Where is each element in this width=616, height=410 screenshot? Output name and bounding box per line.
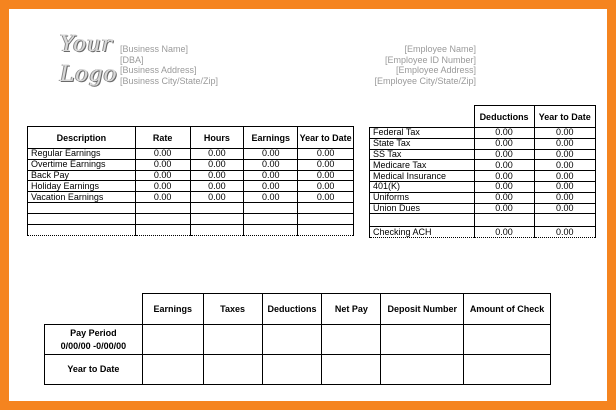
deduction-value-cell: 0.00 — [474, 181, 534, 192]
summary-header-row — [45, 294, 551, 325]
deductions-row — [370, 160, 596, 171]
earnings-col-hours: Hours — [190, 127, 244, 149]
deductions-row — [370, 214, 596, 227]
deduction-description-cell: Uniforms — [370, 192, 475, 203]
business-info — [120, 44, 218, 86]
earnings-value-cell: 0.00 — [244, 159, 298, 170]
ytd-label — [45, 355, 143, 385]
deduction-description-cell: Union Dues — [370, 203, 475, 214]
deductions-table — [369, 105, 596, 238]
earnings-blank-cell — [244, 213, 298, 224]
earnings-blank-row — [28, 202, 354, 213]
deduction-value-cell: 0.00 — [474, 203, 534, 214]
earnings-table — [27, 126, 354, 236]
deductions-row — [370, 149, 596, 160]
earnings-value-cell: 0.00 — [135, 181, 190, 192]
summary-cell — [262, 355, 322, 385]
deduction-value-cell: 0.00 — [534, 149, 596, 160]
earnings-value-cell: 0.00 — [135, 149, 190, 160]
earnings-blank-cell — [135, 224, 190, 235]
summary-cell — [322, 355, 381, 385]
business-city-state-zip: [Business City/State/Zip] — [120, 75, 219, 86]
earnings-blank-cell — [298, 213, 354, 224]
earnings-description-cell: Holiday Earnings — [28, 181, 136, 192]
deduction-description-cell: SS Tax — [370, 149, 475, 160]
earnings-blank-cell — [28, 224, 136, 235]
deduction-value-cell: 0.00 — [474, 192, 534, 203]
deduction-value-cell: 0.00 — [474, 128, 534, 139]
summary-cell — [203, 325, 262, 355]
earnings-row — [28, 192, 354, 203]
deductions-row — [370, 227, 596, 238]
earnings-value-cell: 0.00 — [135, 192, 190, 203]
earnings-col-description: Description — [28, 127, 136, 149]
earnings-blank-cell — [298, 224, 354, 235]
logo-line-2: Logo — [60, 62, 118, 87]
earnings-blank-cell — [244, 202, 298, 213]
summary-col-net-pay: Net Pay — [322, 294, 381, 325]
earnings-blank-cell — [190, 224, 244, 235]
earnings-blank-cell — [28, 213, 136, 224]
summary-cell — [322, 325, 381, 355]
earnings-row — [28, 170, 354, 181]
deduction-description-cell: State Tax — [370, 138, 475, 149]
deductions-row — [370, 128, 596, 139]
pay-period-dates: 0/00/00 -0/00/00 — [60, 340, 127, 351]
company-logo — [60, 30, 122, 90]
business-name: [Business Name] — [120, 44, 189, 54]
deduction-description-cell: Federal Tax — [370, 128, 475, 139]
earnings-value-cell: 0.00 — [190, 181, 244, 192]
summary-col-deposit-number: Deposit Number — [381, 294, 464, 325]
summary-col-taxes: Taxes — [203, 294, 262, 325]
summary-cell — [381, 355, 464, 385]
deductions-col-ytd: Year to Date — [534, 106, 596, 128]
deduction-value-cell: 0.00 — [534, 227, 596, 238]
deduction-value-cell: 0.00 — [474, 160, 534, 171]
earnings-row — [28, 149, 354, 160]
deduction-value-cell: 0.00 — [534, 203, 596, 214]
deduction-description-cell — [370, 214, 475, 227]
summary-cell — [203, 355, 262, 385]
earnings-row — [28, 159, 354, 170]
deduction-description-cell: 401(K) — [370, 181, 475, 192]
deduction-value-cell: 0.00 — [534, 181, 596, 192]
earnings-col-rate: Rate — [135, 127, 190, 149]
deduction-description-cell: Checking ACH — [370, 227, 475, 238]
earnings-blank-cell — [244, 224, 298, 235]
deduction-value-cell: 0.00 — [534, 160, 596, 171]
deductions-row — [370, 203, 596, 214]
business-address: [Business Address] — [120, 65, 197, 75]
summary-cell — [381, 325, 464, 355]
deduction-value-cell: 0.00 — [474, 171, 534, 182]
employee-address: [Employee Address] — [395, 65, 476, 75]
employee-name: [Employee Name] — [404, 44, 476, 54]
earnings-value-cell: 0.00 — [298, 149, 354, 160]
pay-period-label — [45, 325, 143, 355]
deduction-value-cell: 0.00 — [534, 128, 596, 139]
deduction-value-cell: 0.00 — [474, 138, 534, 149]
earnings-value-cell: 0.00 — [298, 170, 354, 181]
summary-cell — [262, 325, 322, 355]
employee-id: [Employee ID Number] — [384, 54, 476, 65]
pay-period-title: Pay Period — [70, 327, 117, 338]
deductions-row — [370, 181, 596, 192]
summary-cell — [142, 355, 203, 385]
earnings-blank-cell — [28, 202, 136, 213]
earnings-col-earnings: Earnings — [244, 127, 298, 149]
deduction-description-cell: Medicare Tax — [370, 160, 475, 171]
deduction-value-cell: 0.00 — [534, 192, 596, 203]
earnings-value-cell: 0.00 — [244, 149, 298, 160]
logo-line-1: Your — [60, 32, 113, 57]
earnings-value-cell: 0.00 — [298, 181, 354, 192]
deduction-value-cell — [474, 214, 534, 227]
summary-cell — [142, 325, 203, 355]
deduction-value-cell: 0.00 — [474, 149, 534, 160]
earnings-col-ytd: Year to Date — [298, 127, 354, 149]
deductions-row — [370, 192, 596, 203]
deduction-value-cell: 0.00 — [534, 138, 596, 149]
earnings-value-cell: 0.00 — [190, 149, 244, 160]
earnings-value-cell: 0.00 — [298, 159, 354, 170]
earnings-blank-cell — [135, 202, 190, 213]
earnings-description-cell: Back Pay — [28, 170, 136, 181]
earnings-value-cell: 0.00 — [190, 159, 244, 170]
summary-cell — [464, 325, 551, 355]
earnings-description-cell: Vacation Earnings — [28, 192, 136, 203]
earnings-blank-cell — [190, 202, 244, 213]
earnings-blank-cell — [135, 213, 190, 224]
employee-info — [374, 44, 476, 86]
summary-col-amount-of-check: Amount of Check — [464, 294, 551, 325]
deduction-value-cell: 0.00 — [474, 227, 534, 238]
earnings-description-cell: Regular Earnings — [28, 149, 136, 160]
summary-cell — [464, 355, 551, 385]
summary-row-ytd — [45, 355, 551, 385]
earnings-value-cell: 0.00 — [190, 192, 244, 203]
earnings-blank-cell — [190, 213, 244, 224]
earnings-blank-cell — [298, 202, 354, 213]
earnings-value-cell: 0.00 — [244, 192, 298, 203]
summary-col-blank — [45, 294, 143, 325]
business-dba: [DBA] — [120, 54, 144, 65]
pay-summary-table — [44, 293, 551, 385]
deductions-col-blank — [370, 106, 475, 128]
earnings-value-cell: 0.00 — [190, 170, 244, 181]
earnings-value-cell: 0.00 — [135, 170, 190, 181]
deduction-description-cell: Medical Insurance — [370, 171, 475, 182]
earnings-description-cell: Overtime Earnings — [28, 159, 136, 170]
earnings-value-cell: 0.00 — [244, 170, 298, 181]
summary-col-deductions: Deductions — [262, 294, 322, 325]
summary-col-earnings: Earnings — [142, 294, 203, 325]
earnings-value-cell: 0.00 — [298, 192, 354, 203]
deductions-col-deductions: Deductions — [474, 106, 534, 128]
earnings-value-cell: 0.00 — [135, 159, 190, 170]
deduction-value-cell: 0.00 — [534, 171, 596, 182]
earnings-blank-row — [28, 224, 354, 235]
deductions-row — [370, 138, 596, 149]
deductions-header-row — [370, 106, 596, 128]
earnings-value-cell: 0.00 — [244, 181, 298, 192]
earnings-header-row — [28, 127, 354, 149]
earnings-row — [28, 181, 354, 192]
deduction-value-cell — [534, 214, 596, 227]
ytd-title: Year to Date — [67, 364, 120, 374]
earnings-blank-row — [28, 213, 354, 224]
deductions-row — [370, 171, 596, 182]
summary-row-pay-period — [45, 325, 551, 355]
employee-city-state-zip: [Employee City/State/Zip] — [374, 75, 476, 86]
